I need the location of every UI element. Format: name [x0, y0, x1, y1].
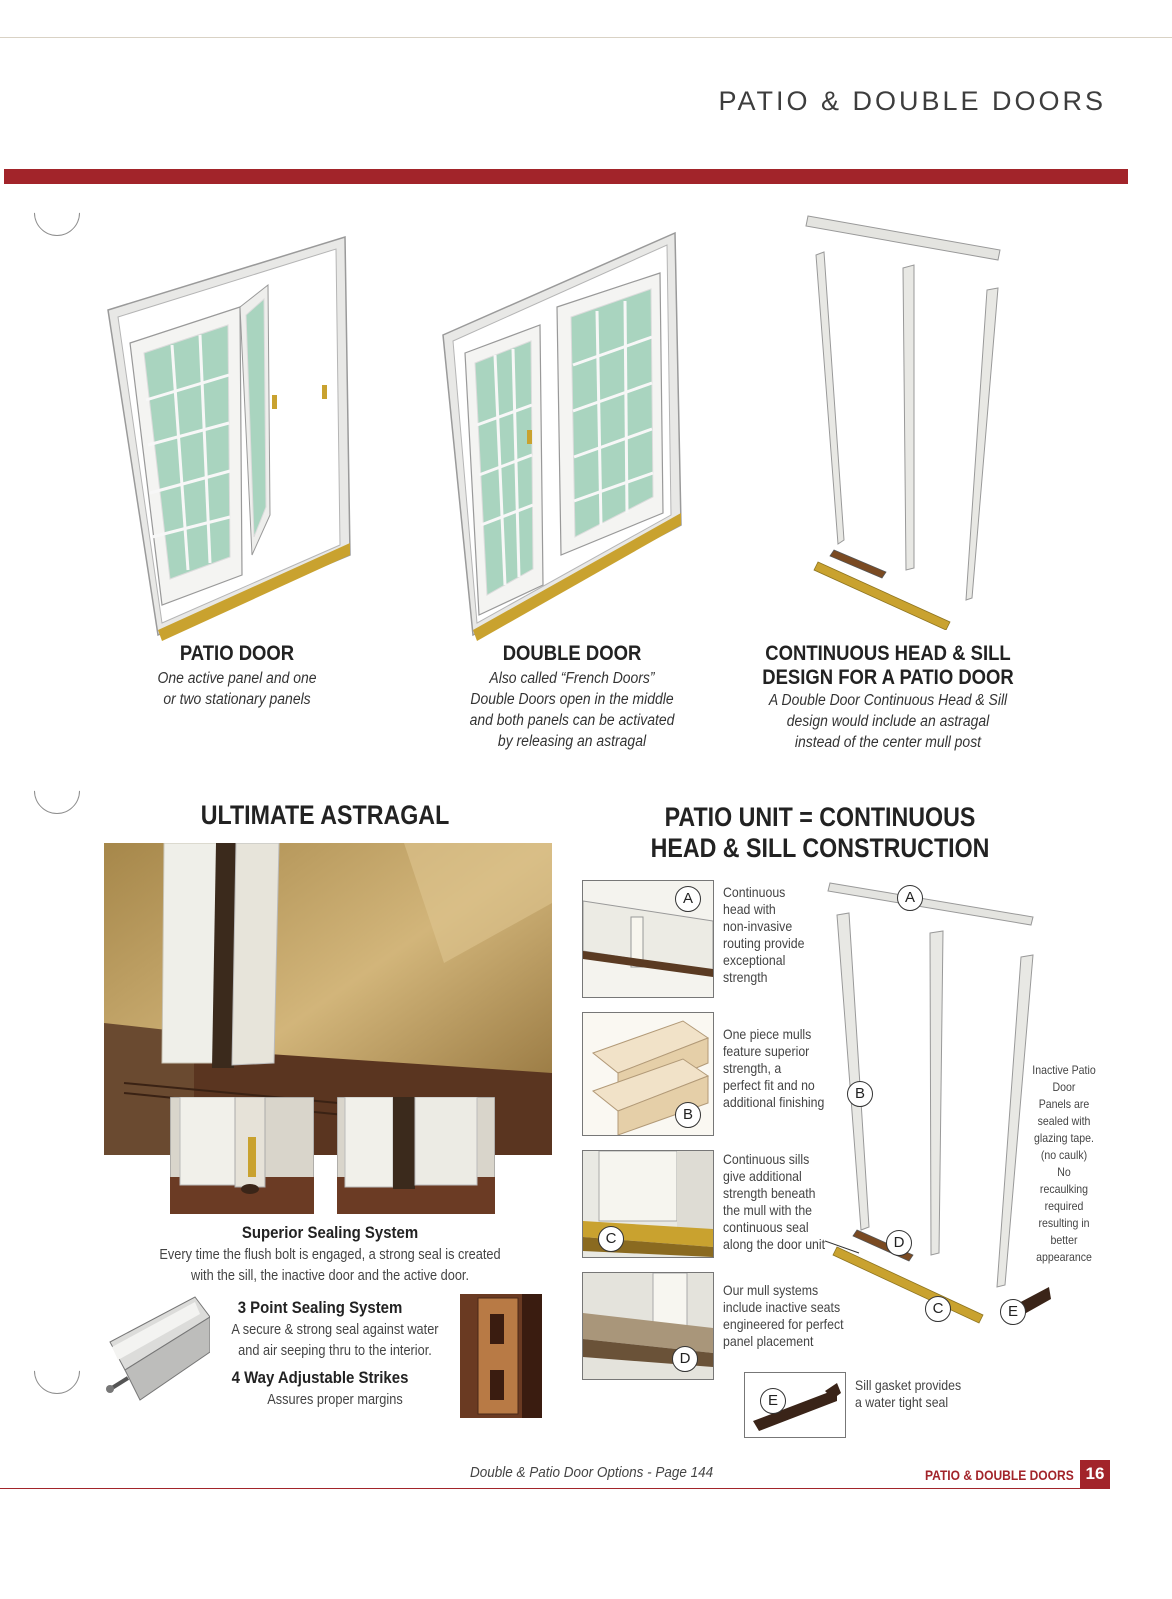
adjustable-strikes-description: Assures proper margins — [267, 1392, 403, 1408]
page-number-badge: 16 — [1080, 1460, 1110, 1488]
sealing-strip-photo — [100, 1292, 210, 1416]
patio-door-title: PATIO DOOR — [179, 642, 295, 665]
footer-section-name: PATIO & DOUBLE DOORS — [925, 1467, 1074, 1483]
binder-hole — [24, 1338, 89, 1403]
top-rule — [0, 37, 1172, 38]
astragal-section-title: ULTIMATE ASTRAGAL — [200, 800, 450, 830]
header-band — [4, 169, 1128, 184]
superior-sealing-description: Every time the flush bolt is engaged, a strong seal is created with the sill, the inactive door and the active door. — [159, 1247, 501, 1284]
superior-sealing-title: Superior Sealing System — [241, 1223, 419, 1242]
callout-label-b: B — [675, 1102, 701, 1128]
diagram-label-e: E — [1000, 1299, 1026, 1325]
continuous-head-sill-title: CONTINUOUS HEAD & SILL DESIGN FOR A PATIO DOOR — [762, 642, 1014, 689]
callout-label-a: A — [675, 886, 701, 912]
continuous-head-sill-description: A Double Door Continuous Head & Sill design would include an astragal instead of the center mull post — [768, 692, 1008, 751]
sill-gasket-photo — [744, 1372, 846, 1438]
adjustable-strikes-title: 4 Way Adjustable Strikes — [231, 1368, 409, 1387]
footer-page-reference: Double & Patio Door Options - Page 144 — [470, 1464, 714, 1481]
head-sill-parts-illustration — [800, 210, 1020, 630]
astragal-closed-detail-photo — [337, 1097, 495, 1214]
patio-unit-section-title: PATIO UNIT = CONTINUOUS HEAD & SILL CONSTRUCTION — [650, 802, 990, 863]
double-door-illustration — [435, 225, 695, 645]
diagram-label-a: A — [897, 885, 923, 911]
binder-hole — [24, 758, 89, 823]
double-door-title: DOUBLE DOOR — [502, 642, 642, 665]
diagram-label-b: B — [847, 1081, 873, 1107]
page-header-title: PATIO & DOUBLE DOORS — [718, 86, 1106, 116]
flush-bolt-detail-photo — [170, 1097, 314, 1214]
strike-plate-photo — [460, 1294, 542, 1418]
diagram-label-d: D — [886, 1230, 912, 1256]
three-point-sealing-title: 3 Point Sealing System — [237, 1298, 403, 1317]
callout-label-d: D — [672, 1346, 698, 1372]
callout-label-c: C — [598, 1226, 624, 1252]
callout-e-text: Sill gasket provides a water tight seal — [855, 1377, 962, 1410]
diagram-label-c: C — [925, 1296, 951, 1322]
binder-hole — [24, 180, 89, 245]
double-door-description: Also called “French Doors” Double Doors open in the middle and both panels can be activated by releasing an astragal — [469, 670, 675, 750]
footer-rule — [0, 1488, 1110, 1489]
callout-c-text: Continuous sills give additional strength beneath the mull with the continuous seal along the door unit — [723, 1151, 826, 1252]
callout-d-text: Our mull systems include inactive seats engineered for perfect panel placement — [723, 1282, 844, 1349]
inactive-panel-side-note: Inactive Patio Door Panels are sealed with glazing tape. (no caulk) No recaulking required resulting in better appearance — [1032, 1063, 1096, 1264]
three-point-sealing-description: A secure & strong seal against water and air seeping thru to the interior. — [231, 1322, 439, 1359]
patio-door-illustration — [100, 225, 360, 645]
callout-a-text: Continuous head with non-invasive routing provide exceptional strength — [723, 884, 805, 985]
callout-b-text: One piece mulls feature superior strength, a perfect fit and no additional finishing — [723, 1026, 825, 1110]
callout-label-e: E — [760, 1388, 786, 1414]
patio-door-description: One active panel and one or two stationary panels — [157, 670, 317, 708]
